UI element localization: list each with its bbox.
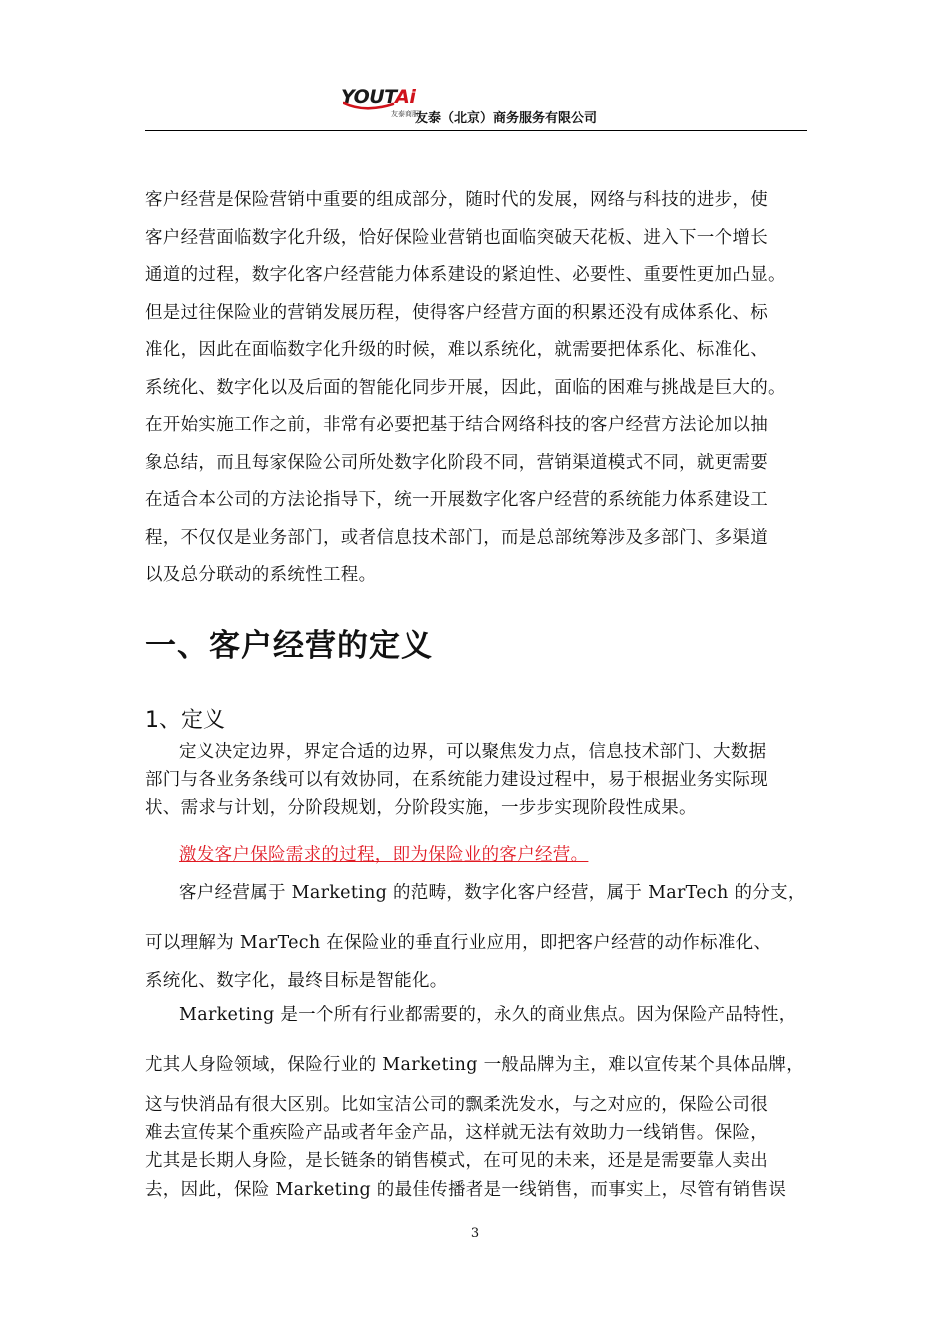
martech-line: 客户经营属于 Marketing 的范畴，数字化客户经营，属于 MarTech 的分支， bbox=[179, 883, 806, 903]
marketing-line: Marketing 是一个所有行业都需要的，永久的商业焦点。因为保险产品特性， bbox=[179, 1005, 797, 1025]
company-logo bbox=[341, 86, 421, 120]
intro-line: 在适合本公司的方法论指导下，统一开展数字化客户经营的系统能力体系建设工 bbox=[145, 490, 768, 510]
marketing-line: 难去宣传某个重疾险产品或者年金产品，这样就无法有效助力一线销售。保险， bbox=[145, 1123, 768, 1143]
company-name: 友泰（北京）商务服务有限公司 bbox=[415, 111, 598, 126]
section-heading: 一、客户经营的定义 bbox=[145, 628, 433, 664]
intro-line: 在开始实施工作之前，非常有必要把基于结合网络科技的客户经营方法论加以抽 bbox=[145, 415, 768, 435]
intro-line: 通道的过程，数字化客户经营能力体系建设的紧迫性、必要性、重要性更加凸显。 bbox=[145, 265, 786, 285]
definition-line: 状、需求与计划，分阶段规划，分阶段实施，一步步实现阶段性成果。 bbox=[145, 798, 697, 818]
logo-accent-text: Ai bbox=[395, 86, 416, 108]
martech-paragraph-cont bbox=[145, 925, 807, 1000]
page-header bbox=[145, 84, 807, 132]
logo-main-text: YOUT bbox=[341, 86, 396, 108]
intro-line: 准化，因此在面临数字化升级的时候，难以系统化，就需要把体系化、标准化、 bbox=[145, 340, 768, 360]
marketing-line: 尤其人身险领域，保险行业的 Marketing 一般品牌为主，难以宣传某个具体品牌， bbox=[145, 1055, 805, 1075]
martech-paragraph bbox=[145, 875, 807, 913]
intro-line: 客户经营面临数字化升级，恰好保险业营销也面临突破天花板、进入下一个增长 bbox=[145, 227, 768, 248]
highlighted-definition bbox=[145, 841, 807, 869]
header-divider bbox=[145, 130, 807, 131]
intro-line: 客户经营是保险营销中重要的组成部分，随时代的发展，网络与科技的进步，使 bbox=[145, 190, 768, 210]
intro-paragraph bbox=[145, 182, 807, 595]
marketing-line: 尤其是长期人身险，是长链条的销售模式，在可见的未来，还是是需要靠人卖出 bbox=[145, 1151, 768, 1171]
intro-line: 系统化、数字化以及后面的智能化同步开展，因此，面临的困难与挑战是巨大的。 bbox=[145, 377, 786, 398]
red-definition-text: 激发客户保险需求的过程，即为保险业的客户经营。 bbox=[179, 845, 589, 865]
marketing-paragraph-cont bbox=[145, 1047, 807, 1085]
intro-line: 以及总分联动的系统性工程。 bbox=[145, 565, 377, 585]
definition-line: 部门与各业务条线可以有效协同，在系统能力建设过程中，易于根据业务实际现 bbox=[145, 770, 768, 790]
logo-swoosh-icon bbox=[343, 100, 395, 112]
definition-paragraph bbox=[145, 738, 807, 822]
intro-line: 象总结，而且每家保险公司所处数字化阶段不同，营销渠道模式不同，就更需要 bbox=[145, 452, 768, 473]
martech-line: 可以理解为 MarTech 在保险业的垂直行业应用，即把客户经营的动作标准化、 bbox=[145, 933, 772, 953]
marketing-paragraph bbox=[145, 997, 807, 1035]
definition-line: 定义决定边界，界定合适的边界，可以聚焦发力点，信息技术部门、大数据 bbox=[179, 742, 767, 762]
intro-line: 但是过往保险业的营销发展历程，使得客户经营方面的积累还没有成体系化、标 bbox=[145, 302, 768, 323]
page-number: 3 bbox=[470, 1226, 480, 1241]
logo-subtitle: 友泰商服 bbox=[391, 110, 419, 118]
marketing-paragraph-tail bbox=[145, 1091, 807, 1175]
marketing-paragraph-last bbox=[145, 1172, 807, 1210]
intro-line: 程，不仅仅是业务部门，或者信息技术部门，而是总部统筹涉及多部门、多渠道 bbox=[145, 527, 768, 548]
marketing-line: 这与快消品有很大区别。比如宝洁公司的飘柔洗发水，与之对应的，保险公司很 bbox=[145, 1095, 768, 1115]
martech-line: 系统化、数字化，最终目标是智能化。 bbox=[145, 970, 448, 991]
marketing-line: 去，因此，保险 Marketing 的最佳传播者是一线销售，而事实上，尽管有销售误 bbox=[145, 1180, 787, 1200]
subsection-heading: 1、定义 bbox=[145, 708, 225, 733]
